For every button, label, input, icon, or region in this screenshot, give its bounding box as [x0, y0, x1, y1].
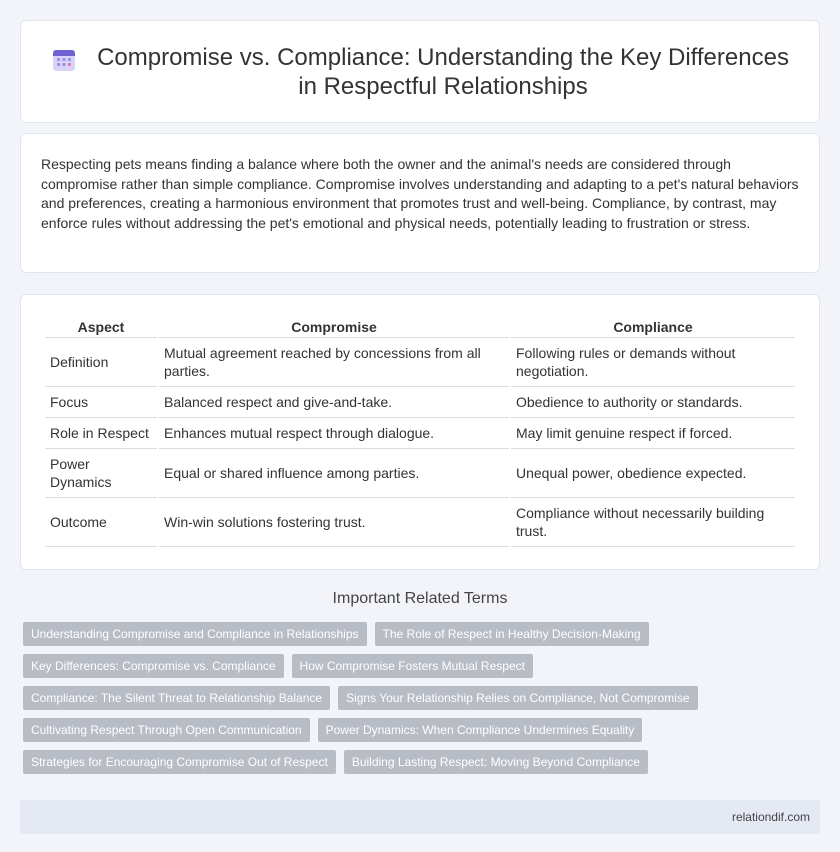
- related-tag[interactable]: Signs Your Relationship Relies on Compliance, Not Compromise: [338, 686, 698, 710]
- cell-compliance: Following rules or demands without negotiation.: [511, 338, 795, 387]
- related-terms: [20, 590, 820, 782]
- cell-compliance: Obedience to authority or standards.: [511, 387, 795, 418]
- intro-text: Respecting pets means finding a balance where both the owner and the animal's needs are considered through compromise rather than simple compliance. Compromise involves understanding and adapting to a pet's natural behaviors and preferences, creating a harmonious environment that promotes trust and well-being. Compliance, by contrast, may enforce rules without addressing the pet's emotional and physical needs, potentially leading to frustration or stress.: [41, 156, 799, 231]
- table-row: [45, 338, 795, 387]
- related-tag[interactable]: Power Dynamics: When Compliance Undermines Equality: [318, 718, 643, 742]
- tag-list: [20, 622, 820, 782]
- comparison-card: [20, 294, 820, 570]
- table-row: [45, 418, 795, 449]
- cell-compromise: Win-win solutions fostering trust.: [159, 498, 509, 547]
- table-row: [45, 498, 795, 547]
- table-row: [45, 449, 795, 498]
- related-heading: Important Related Terms: [332, 590, 508, 607]
- comparison-table: [43, 315, 797, 547]
- cell-aspect: Outcome: [45, 498, 157, 547]
- cell-compromise: Balanced respect and give-and-take.: [159, 387, 509, 418]
- header-compromise: Compromise: [159, 315, 509, 338]
- calendar-icon: [51, 47, 77, 73]
- table-header-row: [45, 315, 795, 338]
- related-tag[interactable]: Cultivating Respect Through Open Communication: [23, 718, 310, 742]
- cell-aspect: Definition: [45, 338, 157, 387]
- cell-compromise: Mutual agreement reached by concessions from all parties.: [159, 338, 509, 387]
- cell-compromise: Equal or shared influence among parties.: [159, 449, 509, 498]
- table-row: [45, 387, 795, 418]
- related-tag[interactable]: Building Lasting Respect: Moving Beyond Compliance: [344, 750, 648, 774]
- cell-compliance: May limit genuine respect if forced.: [511, 418, 795, 449]
- header-compliance: Compliance: [511, 315, 795, 338]
- footer-site[interactable]: relationdif.com: [731, 810, 810, 824]
- cell-aspect: Role in Respect: [45, 418, 157, 449]
- header-aspect: Aspect: [45, 315, 157, 338]
- page-title: Compromise vs. Compliance: Understanding the Key Differences in Respectful Relationships: [97, 43, 789, 100]
- title-card: [20, 20, 820, 123]
- cell-aspect: Power Dynamics: [45, 449, 157, 498]
- footer: [20, 800, 820, 834]
- related-tag[interactable]: Key Differences: Compromise vs. Compliance: [23, 654, 284, 678]
- cell-compliance: Compliance without necessarily building trust.: [511, 498, 795, 547]
- related-tag[interactable]: Strategies for Encouraging Compromise Out of Respect: [23, 750, 336, 774]
- cell-aspect: Focus: [45, 387, 157, 418]
- cell-compromise: Enhances mutual respect through dialogue.: [159, 418, 509, 449]
- related-tag[interactable]: Compliance: The Silent Threat to Relationship Balance: [23, 686, 330, 710]
- title-wrap: [51, 43, 789, 101]
- related-tag[interactable]: The Role of Respect in Healthy Decision-Making: [375, 622, 649, 646]
- related-tag[interactable]: Understanding Compromise and Compliance in Relationships: [23, 622, 367, 646]
- intro-card: [20, 133, 820, 273]
- related-tag[interactable]: How Compromise Fosters Mutual Respect: [292, 654, 533, 678]
- cell-compliance: Unequal power, obedience expected.: [511, 449, 795, 498]
